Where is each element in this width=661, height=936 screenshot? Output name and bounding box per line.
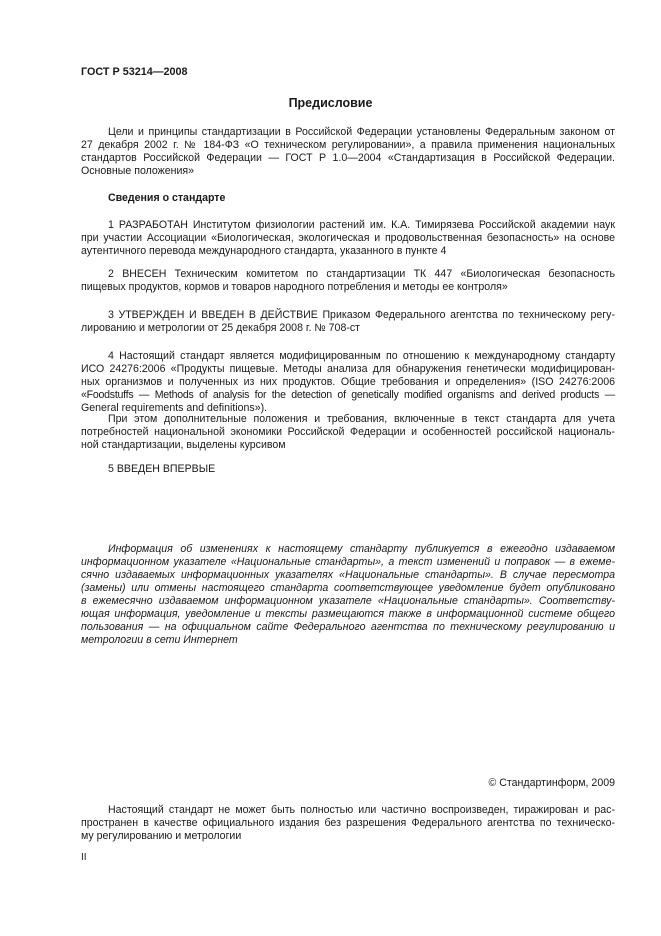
notice-line: в ежемесячно издаваемом информационном указателе «Национальные стандарты». Соответству-	[81, 595, 615, 607]
item-4-note	[81, 413, 615, 452]
item-line: 4 Настоящий стандарт является модифицированным по отношению к международному стандарту	[108, 350, 615, 362]
intro-line: Основные положения»	[81, 165, 195, 177]
item-4	[81, 350, 615, 415]
item-line: при участии Ассоциации «Биологическая, экологическая и продовольственная безопасность» на основе	[81, 232, 615, 244]
notice-line: ющая информация, уведомление и тексты размещаются также в информационной системе общего	[81, 608, 615, 620]
item-line: 5 ВВЕДЕН ВПЕРВЫЕ	[108, 463, 216, 475]
reproduction-line: пространен в качестве официального издания без разрешения Федерального агентства по техническо-	[81, 817, 615, 829]
item-line: При этом дополнительные положения и требования, включенные в текст стандарта для учета	[108, 413, 615, 425]
intro-line: 27 декабря 2002 г. № 184-ФЗ «О техническом регулировании», а правила применения национальных	[81, 139, 615, 151]
item-line: 1 РАЗРАБОТАН Институтом физиологии растений им. К.А. Тимирязева Российской академии наук	[108, 219, 615, 231]
intro-line: Цели и принципы стандартизации в Российской Федерации установлены Федеральным законом от	[108, 126, 615, 138]
item-line: потребностей национальной экономики Российской Федерации и особенностей российской националь-	[81, 426, 615, 438]
reproduction-notice	[81, 804, 615, 843]
notice-line: метрологии в сети Интернет	[81, 634, 238, 646]
item-line: пищевых продуктов, кормов и товаров народного потребления и методы ее контроля»	[81, 281, 508, 293]
item-line: аутентичного перевода международного стандарта, указанного в пункте 4	[81, 245, 447, 257]
item-line: 3 УТВЕРЖДЕН И ВВЕДЕН В ДЕЙСТВИЕ Приказом Федерального агентства по техническому регу-	[108, 309, 615, 321]
item-2	[81, 268, 615, 294]
notice-line: (замены) или отмены настоящего стандарта соответствующее уведомление будет опубликовано	[81, 582, 615, 594]
notice-line: пользования — на официальном сайте Федерального агентства по техническому регулированию и	[81, 621, 615, 633]
item-line: «Foodstuffs — Methods of analysis for the detection of genetically modified organisms and derived products —	[81, 389, 615, 401]
item-line: ной стандартизации, выделены курсивом	[81, 439, 286, 451]
item-line: лированию и метрологии от 25 декабря 2008 г. № 708-ст	[81, 322, 361, 334]
item-line: 2 ВНЕСЕН Техническим комитетом по стандартизации ТК 447 «Биологическая безопасность	[108, 268, 615, 280]
notice-line: сячно издаваемых информационных указателях «Национальные стандарты». В случае пересмотра	[81, 569, 615, 581]
item-line: General requirements and definitions»).	[81, 402, 268, 414]
page-title: Предисловие	[288, 96, 373, 110]
section-heading: Сведения о стандарте	[108, 192, 226, 204]
copyright: © Стандартинформ, 2009	[488, 777, 615, 789]
reproduction-line: му регулированию и метрологии	[81, 830, 242, 842]
item-line: ИСО 24276:2006 «Продукты пищевые. Методы анализа для обнаружения генетически модифицирован-	[81, 363, 615, 375]
item-5	[81, 463, 615, 476]
intro-paragraph	[81, 126, 615, 178]
intro-line: стандартов Российской Федерации — ГОСТ Р 1.0—2004 «Стандартизация в Российской Федерации.	[81, 152, 615, 164]
notice-line: информационном указателе «Национальные стандарты», а текст изменений и поправок — в ежеме-	[81, 556, 615, 568]
document-id: ГОСТ Р 53214—2008	[81, 66, 188, 78]
notice-line: Информация об изменениях к настоящему стандарту публикуется в ежегодно издаваемом	[108, 543, 615, 555]
item-1	[81, 219, 615, 258]
item-line: ных организмов и полученных из них продуктов. Общие требования и определения» (ISO 24276:2006	[81, 376, 615, 388]
item-3	[81, 309, 615, 335]
amendments-notice	[81, 543, 615, 647]
page-number: II	[81, 852, 87, 863]
reproduction-line: Настоящий стандарт не может быть полностью или частично воспроизведен, тиражирован и рас-	[108, 804, 615, 816]
